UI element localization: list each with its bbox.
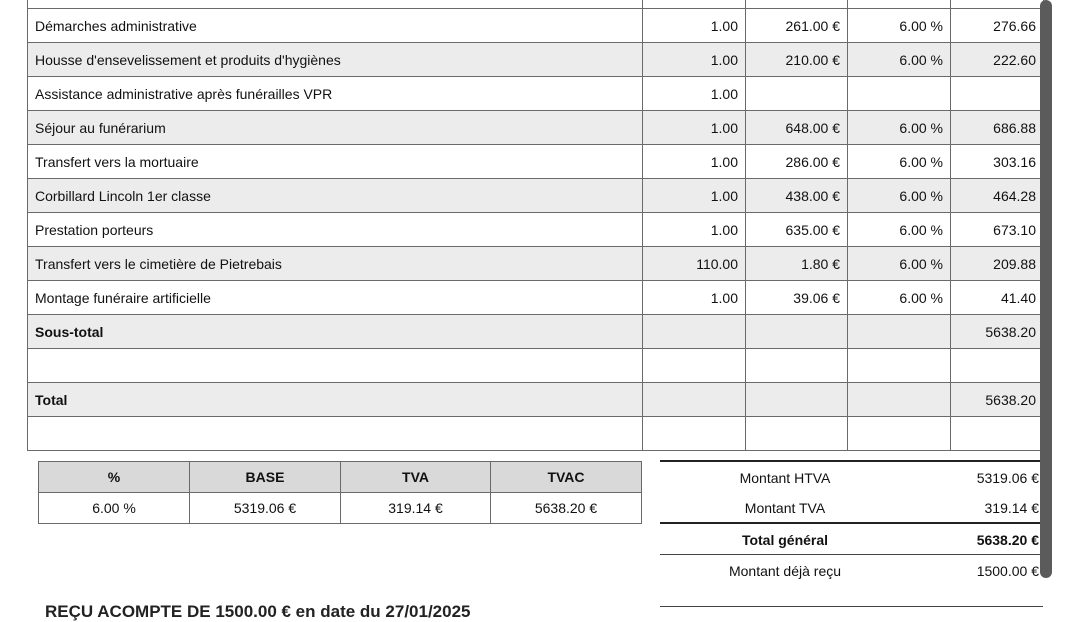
summary-general: [660, 522, 1043, 554]
line-total: 303.16: [951, 145, 1044, 179]
line-description: Transfert vers la mortuaire: [28, 145, 643, 179]
empty-cell: [746, 315, 848, 349]
vertical-scrollbar[interactable]: [1040, 0, 1052, 578]
line-unit-price: 261.00 €: [746, 9, 848, 43]
line-unit-price: 39.06 €: [746, 281, 848, 315]
empty-cell: [951, 417, 1044, 451]
summary-htva: [660, 460, 1043, 492]
table-row: [28, 349, 1044, 383]
table-row: [28, 43, 1044, 77]
line-description: Prestation porteurs: [28, 213, 643, 247]
line-vat-rate: 6.00 %: [848, 179, 951, 213]
vat-tvac: 5638.20 €: [491, 493, 642, 524]
line-quantity: 1.00: [643, 213, 746, 247]
totals-summary: [660, 460, 1043, 585]
table-row: [28, 145, 1044, 179]
line-unit-price: 286.00 €: [746, 145, 848, 179]
line-vat-rate: 6.00 %: [848, 281, 951, 315]
deposit-receipt-text: REÇU ACOMPTE DE 1500.00 € en date du 27/01/2025: [45, 602, 471, 621]
table-row-cut: [28, 0, 1044, 9]
vat-header-percent: %: [39, 462, 190, 493]
vat-percent: 6.00 %: [39, 493, 190, 524]
empty-cell: [643, 417, 746, 451]
line-quantity: 1.00: [643, 111, 746, 145]
line-quantity: 110.00: [643, 247, 746, 281]
empty-cell: [848, 383, 951, 417]
vat-header-tvac: TVAC: [491, 462, 642, 493]
empty-cell: [746, 417, 848, 451]
line-unit-price: [746, 77, 848, 111]
vat-tva: 319.14 €: [341, 493, 491, 524]
vat-breakdown-table: [38, 461, 642, 524]
invoice-lines-table: [27, 0, 1044, 451]
invoice-lines-body: [28, 0, 1044, 451]
line-quantity: 1.00: [643, 9, 746, 43]
line-total: 464.28: [951, 179, 1044, 213]
empty-cell: [643, 383, 746, 417]
table-row: [28, 247, 1044, 281]
line-vat-rate: 6.00 %: [848, 111, 951, 145]
vat-header-base: BASE: [190, 462, 341, 493]
table-row: [28, 179, 1044, 213]
total-label: Total: [28, 383, 643, 417]
line-description: Transfert vers le cimetière de Pietrebais: [28, 247, 643, 281]
line-total: 276.66: [951, 9, 1044, 43]
empty-cell: [28, 349, 643, 383]
line-unit-price: 648.00 €: [746, 111, 848, 145]
subtotal-value: 5638.20: [951, 315, 1044, 349]
line-description: Corbillard Lincoln 1er classe: [28, 179, 643, 213]
htva-label: Montant HTVA: [739, 470, 831, 486]
empty-cell: [848, 315, 951, 349]
received-label: Montant déjà reçu: [728, 563, 842, 579]
vat-header-tva: TVA: [341, 462, 491, 493]
line-total: 686.88: [951, 111, 1044, 145]
line-unit-price: 438.00 €: [746, 179, 848, 213]
htva-value: 5319.06 €: [976, 470, 1039, 486]
general-value: 5638.20 €: [976, 532, 1039, 548]
vat-row: [39, 493, 642, 524]
table-row: [28, 9, 1044, 43]
table-row: [28, 213, 1044, 247]
line-vat-rate: 6.00 %: [848, 213, 951, 247]
line-vat-rate: 6.00 %: [848, 145, 951, 179]
line-vat-rate: 6.00 %: [848, 43, 951, 77]
line-unit-price: 1.80 €: [746, 247, 848, 281]
line-unit-price: 210.00 €: [746, 43, 848, 77]
line-total: [951, 77, 1044, 111]
received-value: 1500.00 €: [976, 563, 1039, 579]
line-description: Séjour au funérarium: [28, 111, 643, 145]
line-description: Montage funéraire artificielle: [28, 281, 643, 315]
table-row: [28, 383, 1044, 417]
empty-cell: [848, 417, 951, 451]
empty-cell: [746, 349, 848, 383]
empty-cell: [643, 315, 746, 349]
general-label: Total général: [741, 532, 829, 548]
empty-cell: [746, 383, 848, 417]
table-row: [28, 281, 1044, 315]
summary-received: [660, 554, 1043, 585]
empty-cell: [848, 349, 951, 383]
line-description: Démarches administrative: [28, 9, 643, 43]
line-description: Housse d'ensevelissement et produits d'hygiènes: [28, 43, 643, 77]
vat-base: 5319.06 €: [190, 493, 341, 524]
line-quantity: 1.00: [643, 77, 746, 111]
line-total: 673.10: [951, 213, 1044, 247]
line-quantity: 1.00: [643, 179, 746, 213]
line-total: 209.88: [951, 247, 1044, 281]
summary-tva: [660, 492, 1043, 522]
line-total: 222.60: [951, 43, 1044, 77]
tva-value: 319.14 €: [984, 500, 1039, 516]
subtotal-label: Sous-total: [28, 315, 643, 349]
table-row: [28, 315, 1044, 349]
empty-cell: [28, 417, 643, 451]
line-quantity: 1.00: [643, 145, 746, 179]
table-row: [28, 417, 1044, 451]
tva-label: Montant TVA: [744, 500, 826, 516]
line-total: 41.40: [951, 281, 1044, 315]
line-vat-rate: [848, 77, 951, 111]
table-row: [28, 77, 1044, 111]
line-quantity: 1.00: [643, 281, 746, 315]
line-quantity: 1.00: [643, 43, 746, 77]
empty-cell: [643, 349, 746, 383]
line-unit-price: 635.00 €: [746, 213, 848, 247]
line-vat-rate: 6.00 %: [848, 9, 951, 43]
table-row: [28, 111, 1044, 145]
empty-cell: [951, 349, 1044, 383]
line-description: Assistance administrative après funérailles VPR: [28, 77, 643, 111]
summary-bottom-line: [660, 606, 1043, 607]
total-value: 5638.20: [951, 383, 1044, 417]
line-vat-rate: 6.00 %: [848, 247, 951, 281]
